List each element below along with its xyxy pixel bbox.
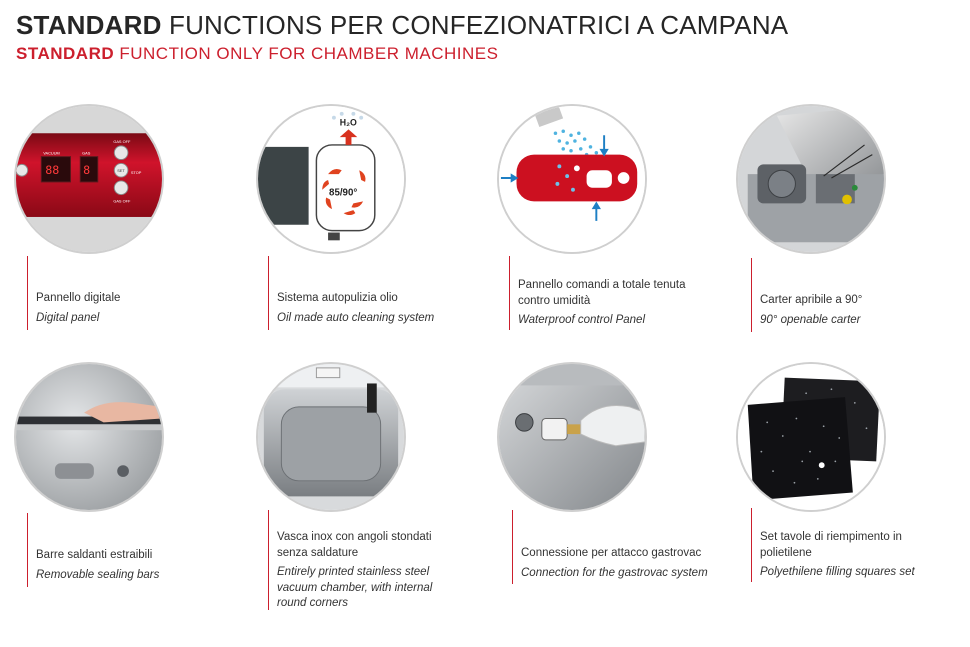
panel-gas-off-label: GAS OFF: [113, 198, 131, 204]
digital-panel-image: [14, 104, 164, 254]
feature-it: Barre saldanti estraibili: [36, 549, 153, 561]
feature-en: Polyethilene filling squares set: [760, 566, 915, 578]
title-bold: STANDARD: [16, 10, 162, 40]
feature-label-gastrovac: [512, 510, 708, 584]
feature-it-line2: polietilene: [760, 546, 812, 559]
page-title: [16, 10, 788, 41]
feature-label-stainless-chamber: [268, 510, 432, 610]
title-rest: FUNCTIONS PER CONFEZIONATRICI A CAMPANA: [169, 10, 789, 40]
feature-en: Waterproof control Panel: [518, 314, 645, 326]
feature-label-oil-cleaning: [268, 256, 434, 330]
feature-it-line2: senza saldature: [277, 546, 359, 559]
feature-en-line1: Entirely printed stainless steel: [277, 566, 430, 578]
svg-text:8: 8: [83, 163, 91, 178]
openable-carter-image: [736, 104, 886, 254]
sealing-bars-image: [14, 362, 164, 512]
feature-label-digital-panel: [27, 256, 120, 330]
page-subtitle: [16, 44, 498, 64]
feature-it-line1: Vasca inox con angoli stondati: [277, 531, 432, 543]
feature-en-line2: vacuum chamber, with internal: [277, 581, 433, 594]
feature-en: Digital panel: [36, 311, 100, 324]
feature-it-line1: Set tavole di riempimento in: [760, 531, 902, 543]
h2o-label: H₂O: [339, 117, 357, 128]
panel-stop-label: STOP: [130, 170, 142, 176]
svg-text:88: 88: [45, 163, 60, 178]
gastrovac-connection-image: [497, 362, 647, 512]
feature-en: Removable sealing bars: [36, 568, 160, 581]
panel-gas-label: GAS: [82, 150, 91, 156]
panel-vacuum-label: VACUUM: [43, 150, 60, 156]
temperature-label: 85/90°: [329, 187, 358, 199]
feature-label-openable-carter: [751, 258, 862, 332]
feature-it: Pannello digitale: [36, 292, 121, 304]
feature-label-waterproof-panel: [509, 256, 686, 330]
oil-cleaning-image: [256, 104, 406, 254]
subtitle-bold: STANDARD: [16, 44, 115, 63]
feature-en: 90° openable carter: [760, 313, 861, 326]
feature-label-sealing-bars: [27, 513, 159, 587]
filling-squares-image: [736, 362, 886, 512]
feature-en-line3: round corners: [277, 597, 348, 609]
feature-it: Carter apribile a 90°: [760, 294, 863, 306]
feature-en: Connection for the gastrovac system: [521, 566, 708, 579]
panel-set-label: SET: [117, 168, 125, 174]
feature-it: Sistema autopulizia olio: [277, 292, 398, 304]
feature-it-line1: Pannello comandi a totale tenuta: [518, 279, 686, 291]
feature-it-line2: contro umidità: [518, 294, 591, 307]
stainless-chamber-image: [256, 362, 406, 512]
subtitle-rest: FUNCTION ONLY FOR CHAMBER MACHINES: [119, 44, 499, 63]
feature-label-filling-squares: [751, 508, 915, 582]
feature-it: Connessione per attacco gastrovac: [521, 547, 702, 559]
waterproof-panel-image: [497, 104, 647, 254]
panel-gas-on-label: GAS OFF: [113, 138, 131, 144]
feature-en: Oil made auto cleaning system: [277, 311, 435, 324]
